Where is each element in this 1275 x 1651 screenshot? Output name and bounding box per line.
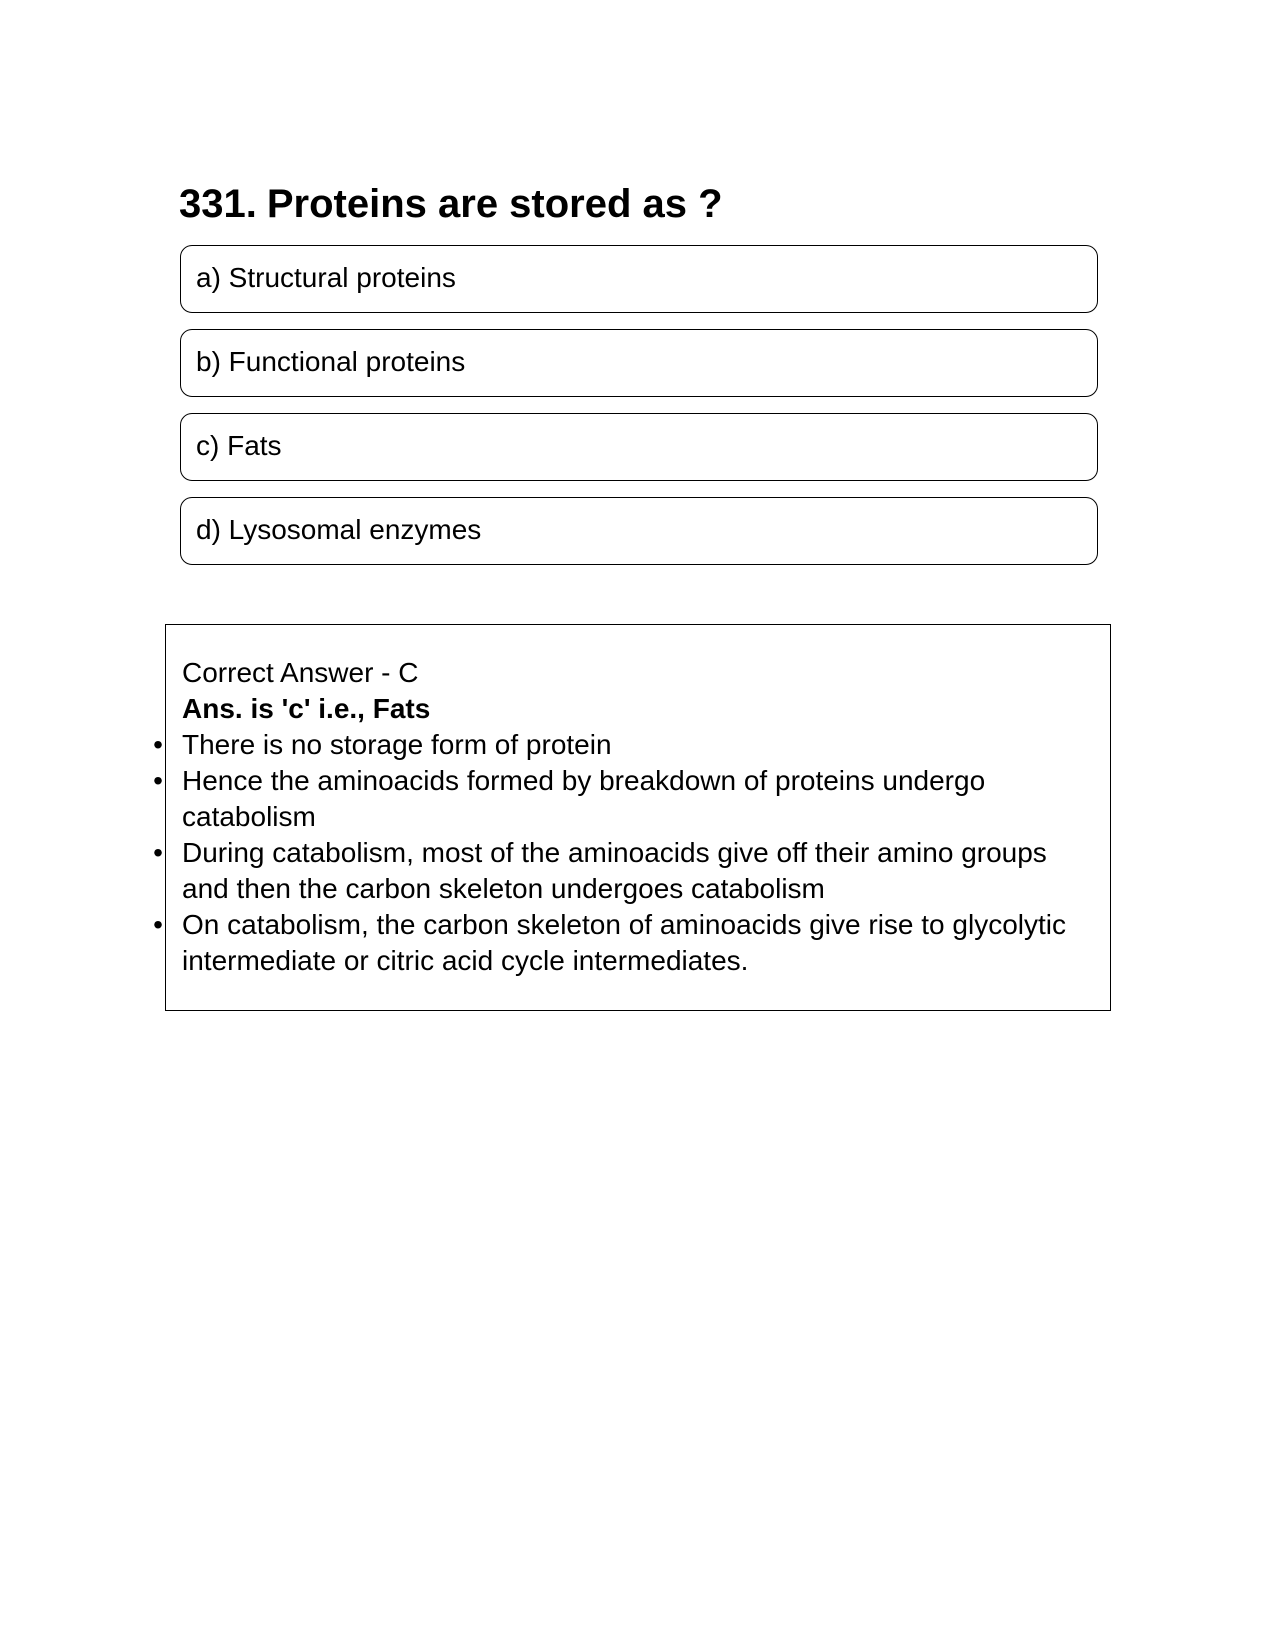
option-c[interactable]: c) Fats — [180, 413, 1098, 481]
explanation-item — [153, 907, 1110, 979]
question-title — [179, 178, 723, 230]
explanation-text: Hence the aminoacids formed by breakdown of proteins undergo catabolism — [182, 765, 986, 832]
bullet-icon: • — [153, 765, 163, 796]
option-b[interactable]: b) Functional proteins — [180, 329, 1098, 397]
explanation-item — [153, 727, 1110, 763]
answer-summary: Ans. is 'c' i.e., Fats — [182, 693, 431, 724]
bullet-icon: • — [153, 909, 163, 940]
options-list — [180, 245, 1098, 581]
question-number: 331. — [179, 182, 257, 226]
explanation-item — [153, 763, 1110, 835]
explanation-text: On catabolism, the carbon skeleton of aminoacids give rise to glycolytic intermediate or citric acid cycle intermediates. — [182, 909, 1066, 976]
explanation-item — [153, 835, 1110, 907]
option-d[interactable]: d) Lysosomal enzymes — [180, 497, 1098, 565]
question-text: Proteins are stored as ? — [266, 182, 723, 226]
explanation-list — [153, 727, 1110, 979]
answer-explanation-box — [153, 624, 1111, 1011]
option-a[interactable]: a) Structural proteins — [180, 245, 1098, 313]
bullet-icon: • — [153, 837, 163, 868]
explanation-text: During catabolism, most of the aminoacids give off their amino groups and then the carbon skeleton undergoes catabolism — [182, 837, 1047, 904]
explanation-text: There is no storage form of protein — [182, 729, 612, 760]
correct-answer-line: Correct Answer - C — [182, 657, 419, 688]
bullet-icon: • — [153, 729, 163, 760]
